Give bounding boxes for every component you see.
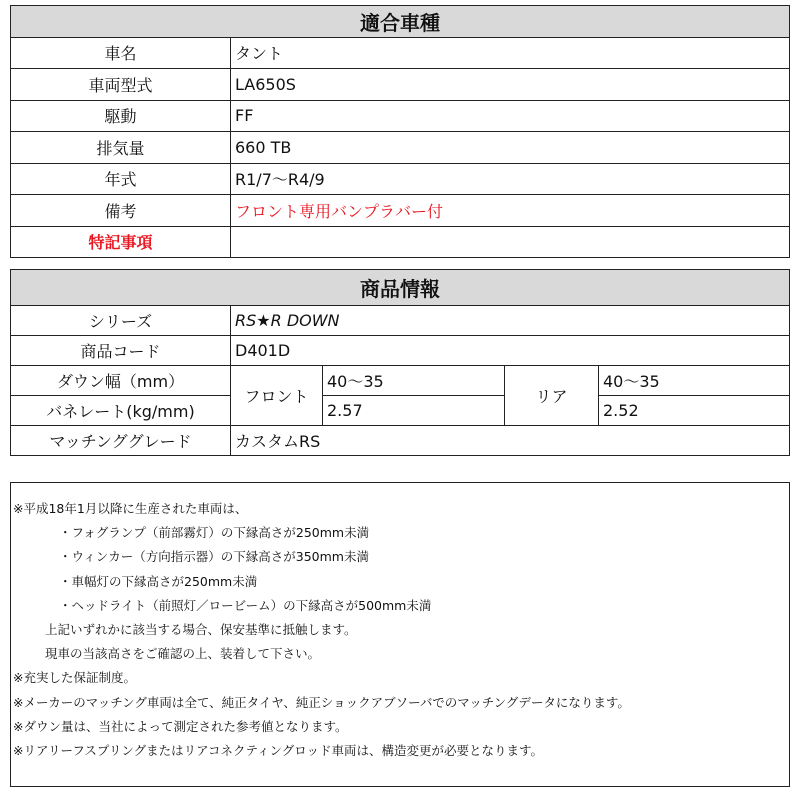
vehicle-table-title: 適合車種 (11, 6, 790, 38)
remarks-value: フロント専用バンプラバー付 (231, 195, 790, 227)
table-row (11, 336, 790, 366)
drive-value: FF (231, 100, 790, 132)
table-row (11, 426, 790, 456)
year-label: 年式 (11, 163, 231, 195)
drive-label: 駆動 (11, 100, 231, 132)
note-line: ※リアリーフスプリングまたはリアコネクティングロッド車両は、構造変更が必要となります。 (13, 743, 543, 759)
remarks-label: 備考 (11, 195, 231, 227)
note-line: ※平成18年1月以降に生産された車両は、 (13, 501, 248, 516)
front-down-value: 40〜35 (323, 366, 505, 396)
special-notes-value (231, 226, 790, 258)
table-row (11, 163, 790, 195)
car-name-value: タント (231, 37, 790, 69)
product-code-label: 商品コード (11, 336, 231, 366)
table-row (11, 396, 790, 426)
note-line: 上記いずれかに該当する場合、保安基準に抵触します。 (45, 622, 357, 638)
front-rate-value: 2.57 (323, 396, 505, 426)
notes-box (10, 482, 790, 787)
note-line: ・ウィンカー（方向指示器）の下縁高さが350mm未満 (59, 549, 369, 565)
series-label: シリーズ (11, 306, 231, 336)
matching-grade-value: カスタムRS (231, 426, 790, 456)
displacement-value: 660 TB (231, 132, 790, 164)
rear-down-value: 40〜35 (599, 366, 790, 396)
displacement-label: 排気量 (11, 132, 231, 164)
matching-grade-label: マッチンググレード (11, 426, 231, 456)
product-table (10, 269, 790, 456)
note-line: ・ヘッドライト（前照灯／ロービーム）の下縁高さが500mm未満 (59, 597, 432, 613)
year-value: R1/7〜R4/9 (231, 163, 790, 195)
front-label: フロント (231, 366, 323, 426)
table-row (11, 100, 790, 132)
table-row (11, 37, 790, 69)
table-row (11, 306, 790, 336)
spring-rate-label: バネレート(kg/mm) (11, 396, 231, 426)
note-line: ※メーカーのマッチング車両は全て、純正タイヤ、純正ショックアブソーバでのマッチングデータになります。 (13, 694, 630, 710)
note-line: ※ダウン量は、当社によって測定された参考値となります。 (13, 718, 348, 734)
car-name-label: 車名 (11, 37, 231, 69)
vehicle-table (10, 5, 790, 258)
product-table-title: 商品情報 (11, 270, 790, 306)
note-line: 現車の当該高さをご確認の上、装着して下さい。 (45, 646, 321, 662)
table-row (11, 69, 790, 101)
model-code-value: LA650S (231, 69, 790, 101)
model-code-label: 車両型式 (11, 69, 231, 101)
down-width-label: ダウン幅（mm） (11, 366, 231, 396)
special-notes-label: 特記事項 (11, 226, 231, 258)
rear-label: リア (505, 366, 599, 426)
table-row (11, 366, 790, 396)
product-code-value: D401D (231, 336, 790, 366)
note-line: ・車幅灯の下縁高さが250mm未満 (59, 573, 258, 589)
series-value: RS★R DOWN (231, 306, 790, 336)
table-row (11, 195, 790, 227)
rear-rate-value: 2.52 (599, 396, 790, 426)
table-row (11, 226, 790, 258)
table-row (11, 132, 790, 164)
note-line: ※充実した保証制度。 (13, 670, 136, 686)
note-line: ・フォグランプ（前部霧灯）の下縁高さが250mm未満 (59, 525, 370, 541)
